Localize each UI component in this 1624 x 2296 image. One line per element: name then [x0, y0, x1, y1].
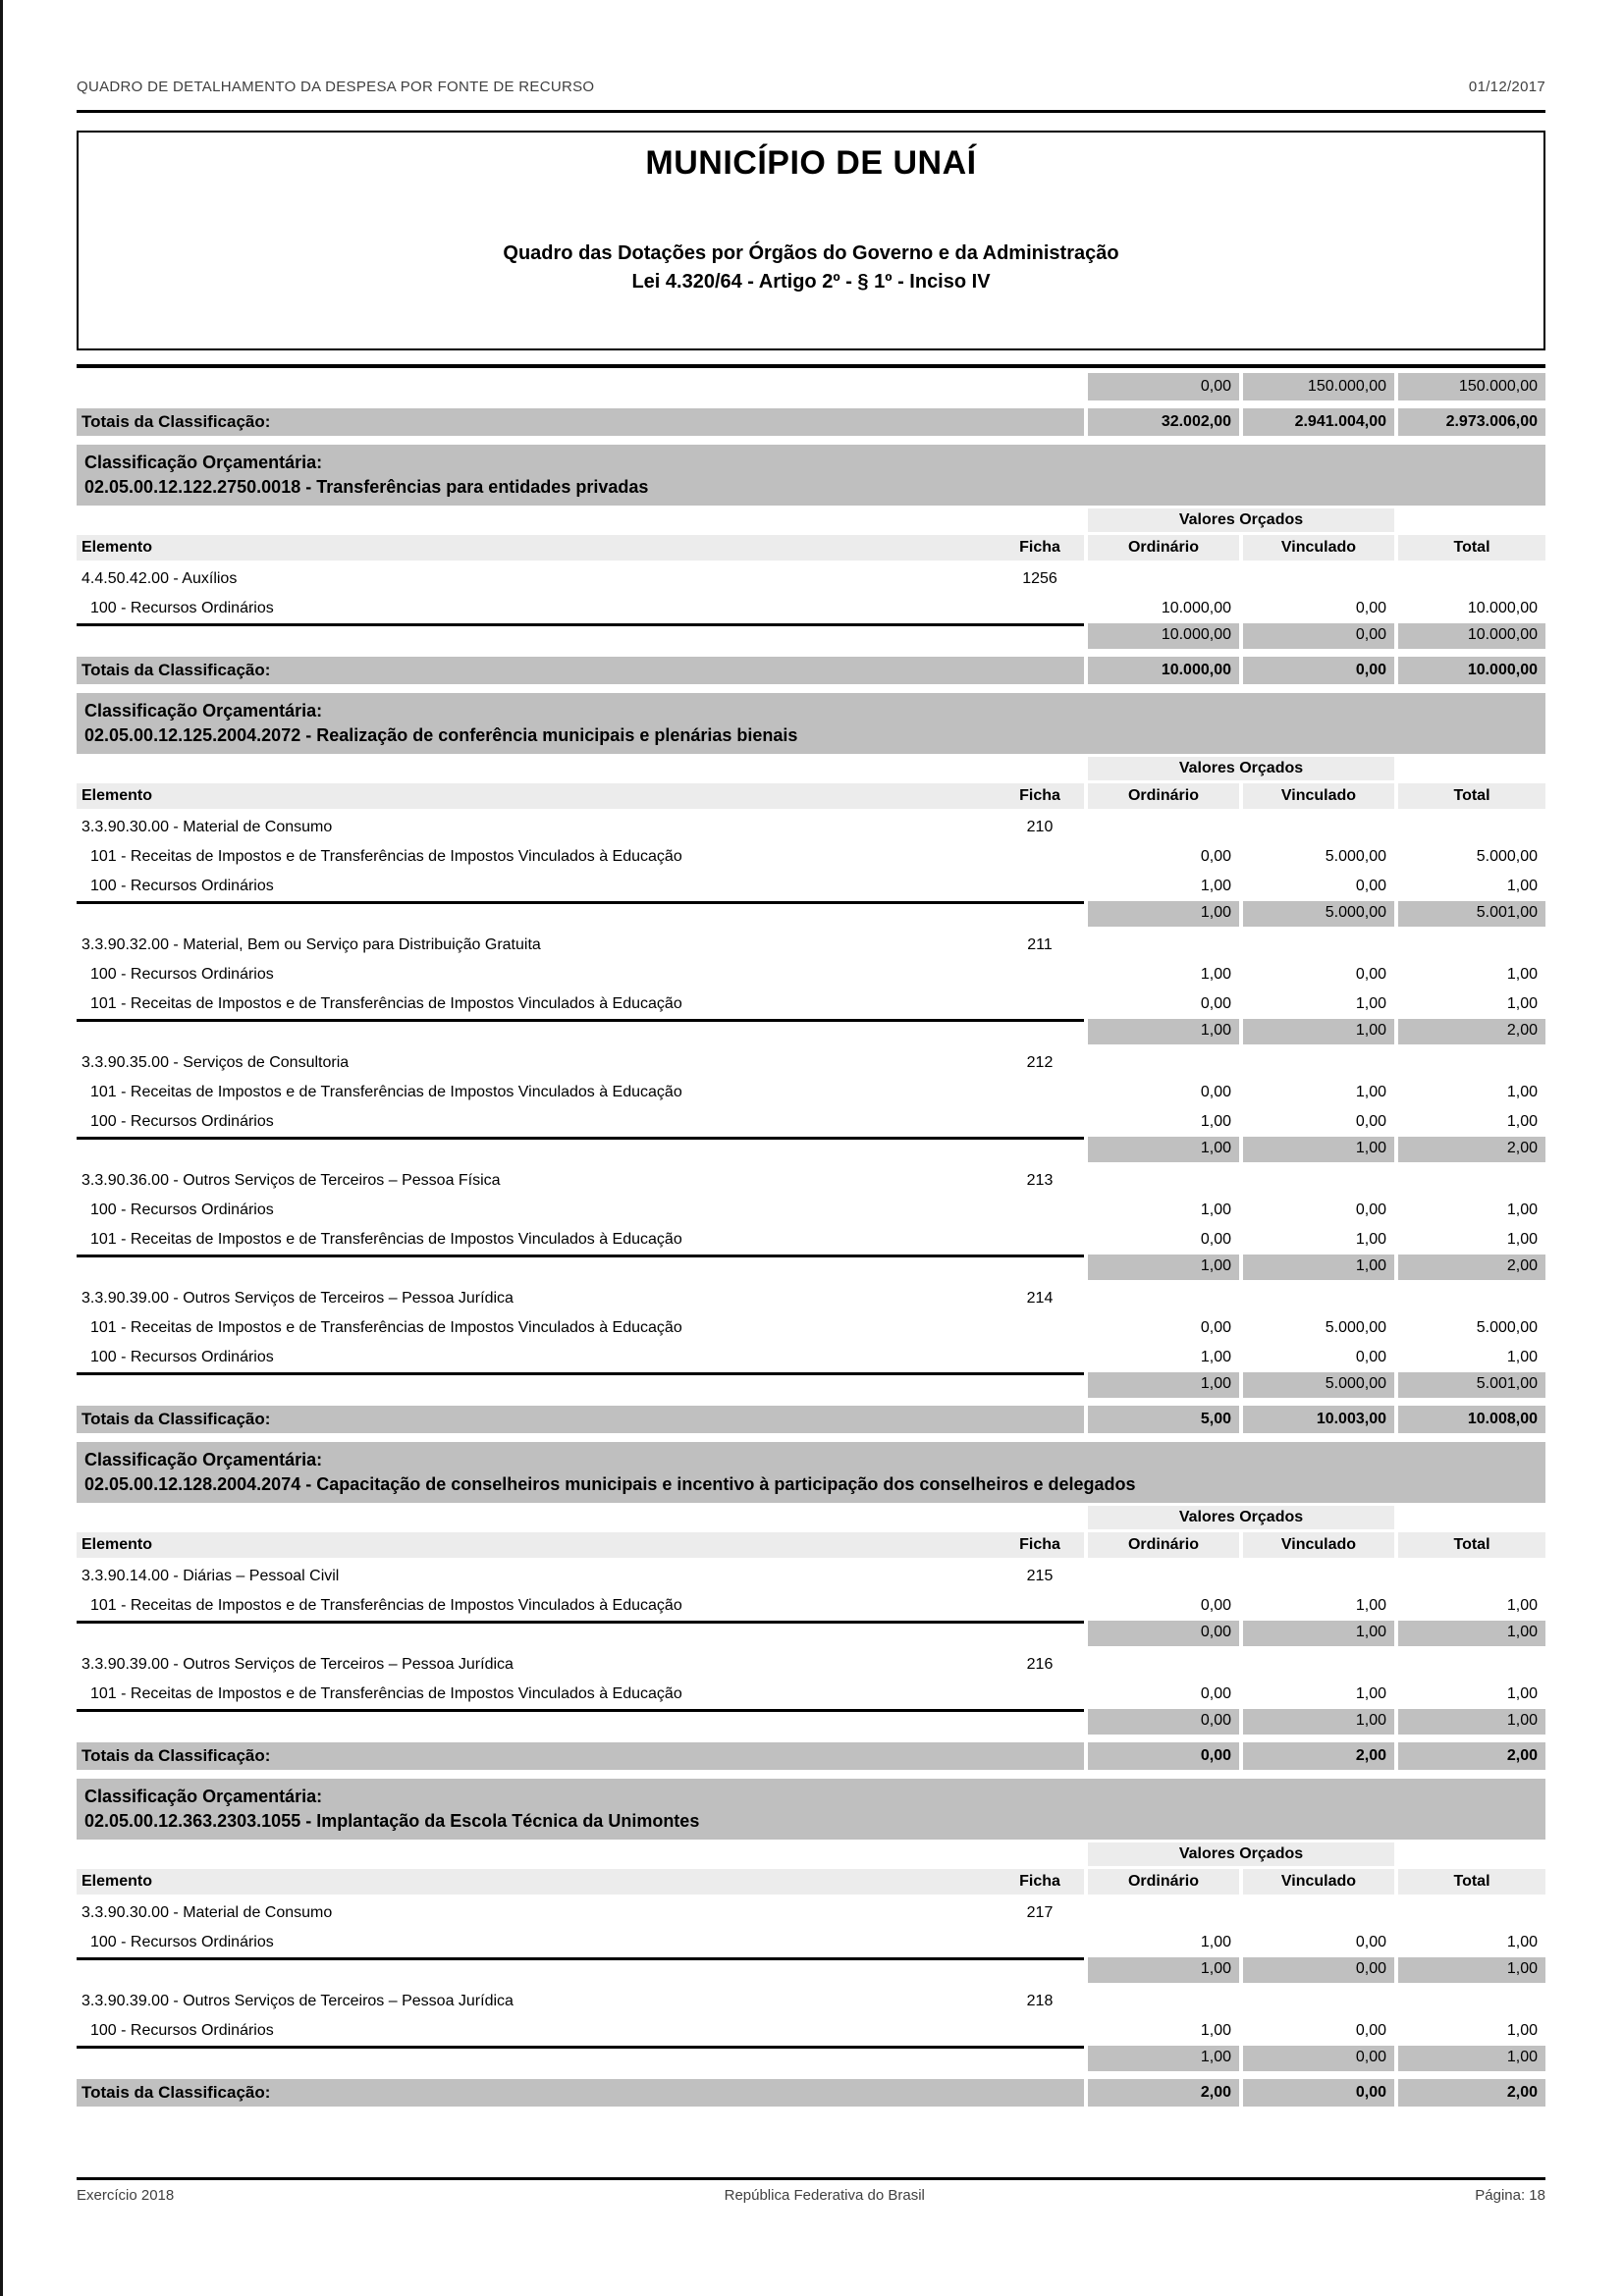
page-header	[77, 0, 1545, 95]
valores-orcados-row	[77, 757, 1545, 780]
funding-source-row	[77, 1928, 1545, 1957]
ordinario-value: 10.000,00	[1088, 623, 1239, 649]
total-value: 10.008,00	[1398, 1406, 1545, 1433]
element-ficha: 215	[1026, 1568, 1054, 1584]
vinculado-value: 2,00	[1243, 1742, 1394, 1770]
column-header-vinculado: Vinculado	[1243, 1532, 1394, 1558]
total-value: 1,00	[1398, 1621, 1545, 1646]
element-subtotal-row	[77, 1019, 1545, 1044]
total-value: 5.000,00	[1476, 1319, 1538, 1336]
funding-source-row	[77, 1313, 1545, 1343]
ordinario-value: 1,00	[1088, 1255, 1239, 1280]
valores-orcados-label: Valores Orçados	[1088, 1506, 1394, 1529]
ordinario-value: 0,00	[1088, 1709, 1239, 1735]
element-header-cell	[77, 535, 1084, 561]
total-value: 1,00	[1506, 1685, 1538, 1702]
element-ficha: 214	[1026, 1290, 1054, 1307]
funding-source-row	[77, 594, 1545, 623]
vinculado-value: 5.000,00	[1325, 848, 1386, 865]
row-spacer	[77, 1842, 1084, 1866]
vinculado-value: 1,00	[1355, 1084, 1386, 1100]
report-header-title: QUADRO DE DETALHAMENTO DA DESPESA POR FONTE DE RECURSO	[77, 79, 595, 95]
total-value: 1,00	[1506, 1113, 1538, 1130]
carryover-subtotal-row	[77, 373, 1545, 400]
column-header-row	[77, 1532, 1545, 1558]
vinculado-value: 0,00	[1355, 1201, 1386, 1218]
ordinario-value: 2,00	[1088, 2079, 1239, 2107]
ordinario-value: 10.000,00	[1088, 657, 1239, 684]
valores-orcados-row	[77, 1506, 1545, 1529]
total-value: 2,00	[1398, 1255, 1545, 1280]
ordinario-value: 1,00	[1200, 1113, 1231, 1130]
ordinario-value: 0,00	[1200, 848, 1231, 865]
total-value: 1,00	[1506, 1201, 1538, 1218]
element-row	[77, 1987, 1545, 2016]
element-name: 3.3.90.39.00 - Outros Serviços de Terceiros – Pessoa Jurídica	[81, 1290, 514, 1307]
valores-orcados-label: Valores Orçados	[1088, 757, 1394, 780]
ordinario-value: 0,00	[1200, 1685, 1231, 1702]
funding-source-name: 100 - Recursos Ordinários	[90, 600, 274, 616]
column-header-vinculado: Vinculado	[1243, 1869, 1394, 1895]
totals-total-value: 2.973.006,00	[1398, 408, 1545, 436]
header-rule	[77, 110, 1545, 113]
column-header-ficha: Ficha	[1019, 1873, 1060, 1890]
total-value: 2,00	[1398, 1742, 1545, 1770]
ordinario-value: 0,00	[1200, 1597, 1231, 1614]
element-subtotal-row	[77, 1137, 1545, 1162]
footer-page-number: Página: 18	[1475, 2187, 1545, 2204]
column-header-ordinario: Ordinário	[1088, 783, 1239, 809]
total-value: 1,00	[1506, 995, 1538, 1012]
funding-source-name: 101 - Receitas de Impostos e de Transferências de Impostos Vinculados à Educação	[90, 1084, 682, 1100]
classification-code: 02.05.00.12.125.2004.2072 - Realização de conferência municipais e plenárias bienais	[84, 725, 798, 745]
row-spacer	[77, 373, 1084, 400]
column-header-ordinario: Ordinário	[1088, 1532, 1239, 1558]
funding-source-row	[77, 1225, 1545, 1255]
classification-band	[77, 445, 1545, 506]
funding-source-row	[77, 1591, 1545, 1621]
vinculado-value: 0,00	[1355, 966, 1386, 983]
total-value: 1,00	[1398, 1957, 1545, 1983]
ordinario-value: 1,00	[1200, 966, 1231, 983]
vinculado-value: 0,00	[1355, 1349, 1386, 1365]
total-value: 2,00	[1398, 2079, 1545, 2107]
funding-source-row	[77, 1680, 1545, 1709]
total-value: 1,00	[1398, 1709, 1545, 1735]
element-subtotal-row	[77, 1709, 1545, 1735]
column-header-row	[77, 1869, 1545, 1895]
page-footer	[77, 2187, 1545, 2204]
ordinario-value: 1,00	[1200, 1934, 1231, 1950]
element-row	[77, 1166, 1545, 1196]
element-row	[77, 1048, 1545, 1078]
element-values-blank	[1084, 1987, 1545, 2016]
totals-vinculado-value: 2.941.004,00	[1243, 408, 1394, 436]
funding-source-row	[77, 2016, 1545, 2046]
element-values-blank	[1084, 1562, 1545, 1591]
vinculado-value: 0,00	[1243, 657, 1394, 684]
column-header-total: Total	[1398, 1869, 1545, 1895]
ordinario-value: 1,00	[1088, 1019, 1239, 1044]
element-row	[77, 1650, 1545, 1680]
subtotal-rule	[77, 901, 1084, 927]
footer-exercise: Exercício 2018	[77, 2187, 175, 2204]
element-ficha: 217	[1026, 1904, 1054, 1921]
element-header-cell	[77, 1869, 1084, 1895]
funding-source-row	[77, 1107, 1545, 1137]
element-subtotal-row	[77, 1957, 1545, 1983]
subtotal-rule	[77, 1621, 1084, 1646]
totals-label: Totais da Classificação:	[77, 408, 1084, 436]
classification-sections	[77, 445, 1545, 2107]
ordinario-value: 0,00	[1088, 1621, 1239, 1646]
element-subtotal-row	[77, 901, 1545, 927]
row-spacer	[77, 757, 1084, 780]
total-value: 1,00	[1506, 1084, 1538, 1100]
vinculado-value: 1,00	[1355, 1231, 1386, 1248]
funding-source-row	[77, 989, 1545, 1019]
element-name: 4.4.50.42.00 - Auxílios	[81, 570, 238, 587]
classification-code: 02.05.00.12.128.2004.2074 - Capacitação de conselheiros municipais e incentivo à participação dos conselheiros e delegados	[84, 1474, 1136, 1494]
element-name: 3.3.90.32.00 - Material, Bem ou Serviço para Distribuição Gratuita	[81, 936, 541, 953]
ordinario-value: 1,00	[1088, 1372, 1239, 1398]
element-row	[77, 564, 1545, 594]
totals-label: Totais da Classificação:	[77, 2079, 1084, 2107]
column-header-elemento: Elemento	[81, 1873, 153, 1890]
ordinario-value: 1,00	[1200, 878, 1231, 894]
totals-label: Totais da Classificação:	[77, 1406, 1084, 1433]
funding-source-name: 100 - Recursos Ordinários	[90, 878, 274, 894]
classification-totals-row	[77, 1742, 1545, 1770]
column-header-vinculado: Vinculado	[1243, 783, 1394, 809]
ordinario-value: 1,00	[1200, 2022, 1231, 2039]
subtotal-rule	[77, 1019, 1084, 1044]
carryover-total-value: 150.000,00	[1398, 373, 1545, 400]
vinculado-value: 0,00	[1243, 2079, 1394, 2107]
element-subtotal-row	[77, 1621, 1545, 1646]
vinculado-value: 1,00	[1355, 1597, 1386, 1614]
total-value: 1,00	[1506, 878, 1538, 894]
column-header-ordinario: Ordinário	[1088, 1869, 1239, 1895]
funding-source-name: 101 - Receitas de Impostos e de Transferências de Impostos Vinculados à Educação	[90, 1231, 682, 1248]
column-header-ficha: Ficha	[1019, 787, 1060, 804]
element-values-blank	[1084, 813, 1545, 842]
footer-country: República Federativa do Brasil	[724, 2187, 925, 2204]
report-subtitle: Quadro das Dotações por Órgãos do Governo e da Administração	[503, 242, 1119, 264]
ordinario-value: 0,00	[1200, 1084, 1231, 1100]
element-name: 3.3.90.30.00 - Material de Consumo	[81, 1904, 333, 1921]
element-subtotal-row	[77, 1372, 1545, 1398]
subtotal-rule	[77, 623, 1084, 649]
element-row	[77, 931, 1545, 960]
ordinario-value: 0,00	[1200, 1319, 1231, 1336]
element-values-blank	[1084, 931, 1545, 960]
ordinario-value: 0,00	[1200, 995, 1231, 1012]
column-header-ordinario: Ordinário	[1088, 535, 1239, 561]
carryover-ordinario-value: 0,00	[1088, 373, 1239, 400]
total-value: 1,00	[1506, 1231, 1538, 1248]
ordinario-value: 5,00	[1088, 1406, 1239, 1433]
total-value: 2,00	[1398, 1019, 1545, 1044]
element-subtotal-row	[77, 623, 1545, 649]
valores-orcados-row	[77, 1842, 1545, 1866]
vinculado-value: 1,00	[1243, 1621, 1394, 1646]
classification-heading: Classificação Orçamentária:	[84, 1787, 323, 1806]
funding-source-name: 100 - Recursos Ordinários	[90, 966, 274, 983]
vinculado-value: 0,00	[1355, 600, 1386, 616]
column-header-row	[77, 535, 1545, 561]
funding-source-row	[77, 872, 1545, 901]
funding-source-row	[77, 960, 1545, 989]
element-ficha: 216	[1026, 1656, 1054, 1673]
column-header-total: Total	[1398, 535, 1545, 561]
element-name: 3.3.90.36.00 - Outros Serviços de Terceiros – Pessoa Física	[81, 1172, 501, 1189]
classification-code: 02.05.00.12.122.2750.0018 - Transferências para entidades privadas	[84, 477, 649, 497]
element-ficha: 218	[1026, 1993, 1054, 2009]
ordinario-value: 1,00	[1200, 1201, 1231, 1218]
total-value: 1,00	[1506, 1934, 1538, 1950]
element-ficha: 212	[1026, 1054, 1054, 1071]
total-value: 10.000,00	[1467, 600, 1538, 616]
element-row	[77, 1284, 1545, 1313]
element-values-blank	[1084, 1650, 1545, 1680]
total-value: 5.000,00	[1476, 848, 1538, 865]
vinculado-value: 1,00	[1243, 1019, 1394, 1044]
element-header-cell	[77, 1532, 1084, 1558]
valores-orcados-label: Valores Orçados	[1088, 508, 1394, 532]
total-value: 1,00	[1506, 1597, 1538, 1614]
funding-source-row	[77, 1078, 1545, 1107]
ordinario-value: 1,00	[1088, 901, 1239, 927]
element-values-blank	[1084, 1166, 1545, 1196]
element-ficha: 211	[1027, 936, 1053, 953]
classification-heading: Classificação Orçamentária:	[84, 453, 323, 472]
vinculado-value: 1,00	[1243, 1137, 1394, 1162]
municipality-title: MUNICÍPIO DE UNAÍ	[645, 144, 977, 182]
subtotal-rule	[77, 1957, 1084, 1983]
funding-source-name: 101 - Receitas de Impostos e de Transferências de Impostos Vinculados à Educação	[90, 1319, 682, 1336]
element-subtotal-row	[77, 2046, 1545, 2071]
classification-code: 02.05.00.12.363.2303.1055 - Implantação da Escola Técnica da Unimontes	[84, 1811, 700, 1831]
total-value: 10.000,00	[1398, 657, 1545, 684]
total-value: 1,00	[1398, 2046, 1545, 2071]
row-spacer	[77, 1506, 1084, 1529]
total-value: 5.001,00	[1398, 901, 1545, 927]
element-ficha: 1256	[1022, 570, 1057, 587]
report-header-date: 01/12/2017	[1468, 79, 1545, 95]
element-header-cell	[77, 783, 1084, 809]
element-values-blank	[1084, 564, 1545, 594]
subtotal-rule	[77, 1255, 1084, 1280]
vinculado-value: 1,00	[1243, 1255, 1394, 1280]
vinculado-value: 0,00	[1243, 623, 1394, 649]
element-name: 3.3.90.30.00 - Material de Consumo	[81, 819, 333, 835]
element-name: 3.3.90.39.00 - Outros Serviços de Terceiros – Pessoa Jurídica	[81, 1993, 514, 2009]
column-header-vinculado: Vinculado	[1243, 535, 1394, 561]
column-header-total: Total	[1398, 1532, 1545, 1558]
classification-band	[77, 1442, 1545, 1503]
total-value: 10.000,00	[1398, 623, 1545, 649]
subtotal-rule	[77, 1372, 1084, 1398]
ordinario-value: 1,00	[1088, 1957, 1239, 1983]
title-box	[77, 131, 1545, 350]
scan-edge-artifact	[0, 0, 3, 2296]
element-row	[77, 813, 1545, 842]
vinculado-value: 5.000,00	[1325, 1319, 1386, 1336]
funding-source-name: 100 - Recursos Ordinários	[90, 1113, 274, 1130]
ordinario-value: 0,00	[1088, 1742, 1239, 1770]
footer-rule	[77, 2177, 1545, 2180]
classification-totals-row	[77, 657, 1545, 684]
totals-label: Totais da Classificação:	[77, 657, 1084, 684]
element-ficha: 210	[1026, 819, 1054, 835]
funding-source-name: 100 - Recursos Ordinários	[90, 1934, 274, 1950]
funding-source-name: 100 - Recursos Ordinários	[90, 1349, 274, 1365]
classification-heading: Classificação Orçamentária:	[84, 701, 323, 721]
ordinario-value: 10.000,00	[1161, 600, 1231, 616]
funding-source-name: 101 - Receitas de Impostos e de Transferências de Impostos Vinculados à Educação	[90, 1685, 682, 1702]
carryover-vinculado-value: 150.000,00	[1243, 373, 1394, 400]
funding-source-name: 100 - Recursos Ordinários	[90, 2022, 274, 2039]
column-header-elemento: Elemento	[81, 787, 153, 804]
vinculado-value: 0,00	[1355, 1934, 1386, 1950]
vinculado-value: 5.000,00	[1243, 901, 1394, 927]
total-value: 1,00	[1506, 1349, 1538, 1365]
funding-source-name: 100 - Recursos Ordinários	[90, 1201, 274, 1218]
total-value: 2,00	[1398, 1137, 1545, 1162]
column-header-total: Total	[1398, 783, 1545, 809]
funding-source-row	[77, 842, 1545, 872]
vinculado-value: 0,00	[1355, 878, 1386, 894]
subtotal-rule	[77, 2046, 1084, 2071]
vinculado-value: 0,00	[1355, 1113, 1386, 1130]
funding-source-row	[77, 1196, 1545, 1225]
column-header-elemento: Elemento	[81, 1536, 153, 1553]
element-values-blank	[1084, 1284, 1545, 1313]
element-row	[77, 1898, 1545, 1928]
total-value: 5.001,00	[1398, 1372, 1545, 1398]
table-top-rule	[77, 364, 1545, 368]
element-values-blank	[1084, 1898, 1545, 1928]
classification-totals-row	[77, 2079, 1545, 2107]
vinculado-value: 5.000,00	[1243, 1372, 1394, 1398]
column-header-row	[77, 783, 1545, 809]
ordinario-value: 0,00	[1200, 1231, 1231, 1248]
funding-source-row	[77, 1343, 1545, 1372]
column-header-ficha: Ficha	[1019, 539, 1060, 556]
vinculado-value: 10.003,00	[1243, 1406, 1394, 1433]
funding-source-name: 101 - Receitas de Impostos e de Transferências de Impostos Vinculados à Educação	[90, 848, 682, 865]
element-ficha: 213	[1026, 1172, 1054, 1189]
ordinario-value: 1,00	[1088, 1137, 1239, 1162]
element-name: 3.3.90.35.00 - Serviços de Consultoria	[81, 1054, 350, 1071]
valores-orcados-row	[77, 508, 1545, 532]
report-page	[77, 0, 1545, 2107]
ordinario-value: 1,00	[1200, 1349, 1231, 1365]
totals-ordinario-value: 32.002,00	[1088, 408, 1239, 436]
ordinario-value: 1,00	[1088, 2046, 1239, 2071]
valores-orcados-label: Valores Orçados	[1088, 1842, 1394, 1866]
classification-heading: Classificação Orçamentária:	[84, 1450, 323, 1469]
total-value: 1,00	[1506, 966, 1538, 983]
column-header-elemento: Elemento	[81, 539, 153, 556]
element-row	[77, 1562, 1545, 1591]
column-header-ficha: Ficha	[1019, 1536, 1060, 1553]
vinculado-value: 1,00	[1243, 1709, 1394, 1735]
vinculado-value: 0,00	[1243, 2046, 1394, 2071]
element-values-blank	[1084, 1048, 1545, 1078]
classification-band	[77, 1779, 1545, 1840]
element-subtotal-row	[77, 1255, 1545, 1280]
vinculado-value: 0,00	[1243, 1957, 1394, 1983]
element-name: 3.3.90.14.00 - Diárias – Pessoal Civil	[81, 1568, 340, 1584]
row-spacer	[77, 508, 1084, 532]
classification-band	[77, 693, 1545, 754]
funding-source-name: 101 - Receitas de Impostos e de Transferências de Impostos Vinculados à Educação	[90, 1597, 682, 1614]
vinculado-value: 1,00	[1355, 995, 1386, 1012]
element-name: 3.3.90.39.00 - Outros Serviços de Terceiros – Pessoa Jurídica	[81, 1656, 514, 1673]
funding-source-name: 101 - Receitas de Impostos e de Transferências de Impostos Vinculados à Educação	[90, 995, 682, 1012]
totals-label: Totais da Classificação:	[77, 1742, 1084, 1770]
subtotal-rule	[77, 1137, 1084, 1162]
carryover-classification-totals-row	[77, 408, 1545, 436]
law-reference: Lei 4.320/64 - Artigo 2º - § 1º - Inciso IV	[631, 271, 991, 293]
vinculado-value: 0,00	[1355, 2022, 1386, 2039]
classification-totals-row	[77, 1406, 1545, 1433]
subtotal-rule	[77, 1709, 1084, 1735]
vinculado-value: 1,00	[1355, 1685, 1386, 1702]
total-value: 1,00	[1506, 2022, 1538, 2039]
